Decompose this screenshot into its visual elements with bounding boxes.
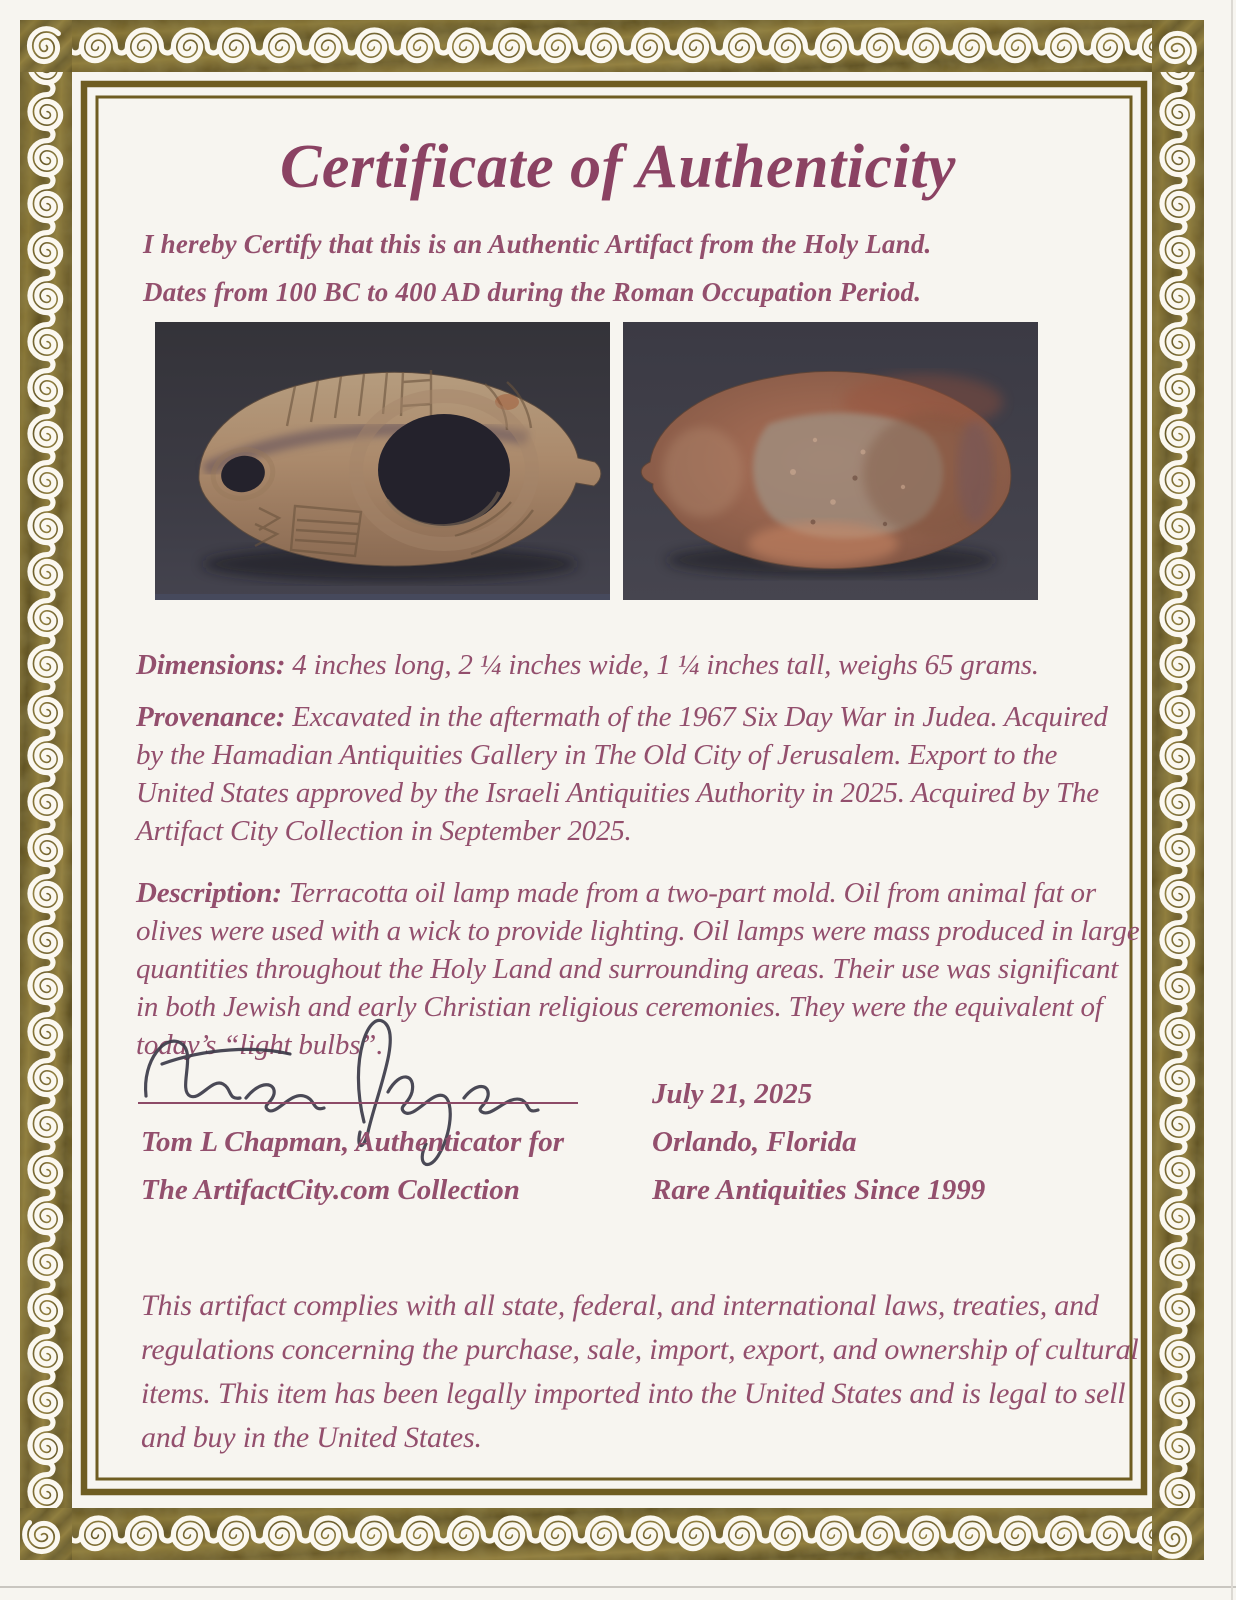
artifact-photo-oil-lamp-bottom-view — [623, 322, 1038, 600]
scan-edge-bottom — [0, 1586, 1236, 1588]
description-label: Description: — [136, 877, 282, 909]
dimensions-label: Dimensions: — [136, 649, 286, 681]
intro-line-2: Dates from 100 BC to 400 AD during the Roman Occupation Period. — [143, 277, 922, 307]
dimensions-text: 4 inches long, 2 ¼ inches wide, 1 ¼ inches tall, weighs 65 grams. — [292, 649, 1039, 681]
intro-line-1: I hereby Certify that this is an Authentic Artifact from the Holy Land. — [143, 229, 932, 259]
signature-date: July 21, 2025 — [652, 1078, 813, 1110]
scan-edge-right — [1231, 0, 1233, 1600]
dimensions-paragraph — [136, 646, 1141, 684]
artifact-photo-oil-lamp-top-view — [155, 322, 610, 600]
authenticator-name-line: Tom L Chapman, Authenticator for — [141, 1126, 565, 1158]
provenance-text: Excavated in the aftermath of the 1967 Six Day War in Judea. Acquired by the Hamadian Antiquities Gallery in The Old City of Jerusalem. Export to the United States approved by the Israeli Antiquities Authority in 2025. Acquired by The Artifact City Collection in September 2025. — [136, 701, 1108, 847]
provenance-paragraph — [136, 698, 1141, 850]
certificate-title: Certificate of Authenticity — [280, 133, 956, 201]
signature-location: Orlando, Florida — [652, 1126, 857, 1158]
description-text: Terracotta oil lamp made from a two-part mold. Oil from animal fat or olives were used with a wick to provide lighting. Oil lamps were mass produced in large quantities throughout the Holy Land and surrounding areas. Their use was significant in both Jewish and early Christian religious ceremonies. They were the equivalent of today’s “light bulbs”. — [136, 877, 1140, 1061]
provenance-label: Provenance: — [136, 701, 286, 733]
signature-line — [138, 1102, 578, 1104]
signature-tagline: Rare Antiquities Since 1999 — [652, 1174, 986, 1206]
collection-name-line: The ArtifactCity.com Collection — [141, 1174, 520, 1206]
legal-compliance-paragraph: This artifact complies with all state, federal, and international laws, treaties, and regulations concerning the purchase, sale, import, export, and ownership of cultural items. This item has been legally imported into the United States and is legal to sell and buy in the United States. — [141, 1289, 1139, 1454]
